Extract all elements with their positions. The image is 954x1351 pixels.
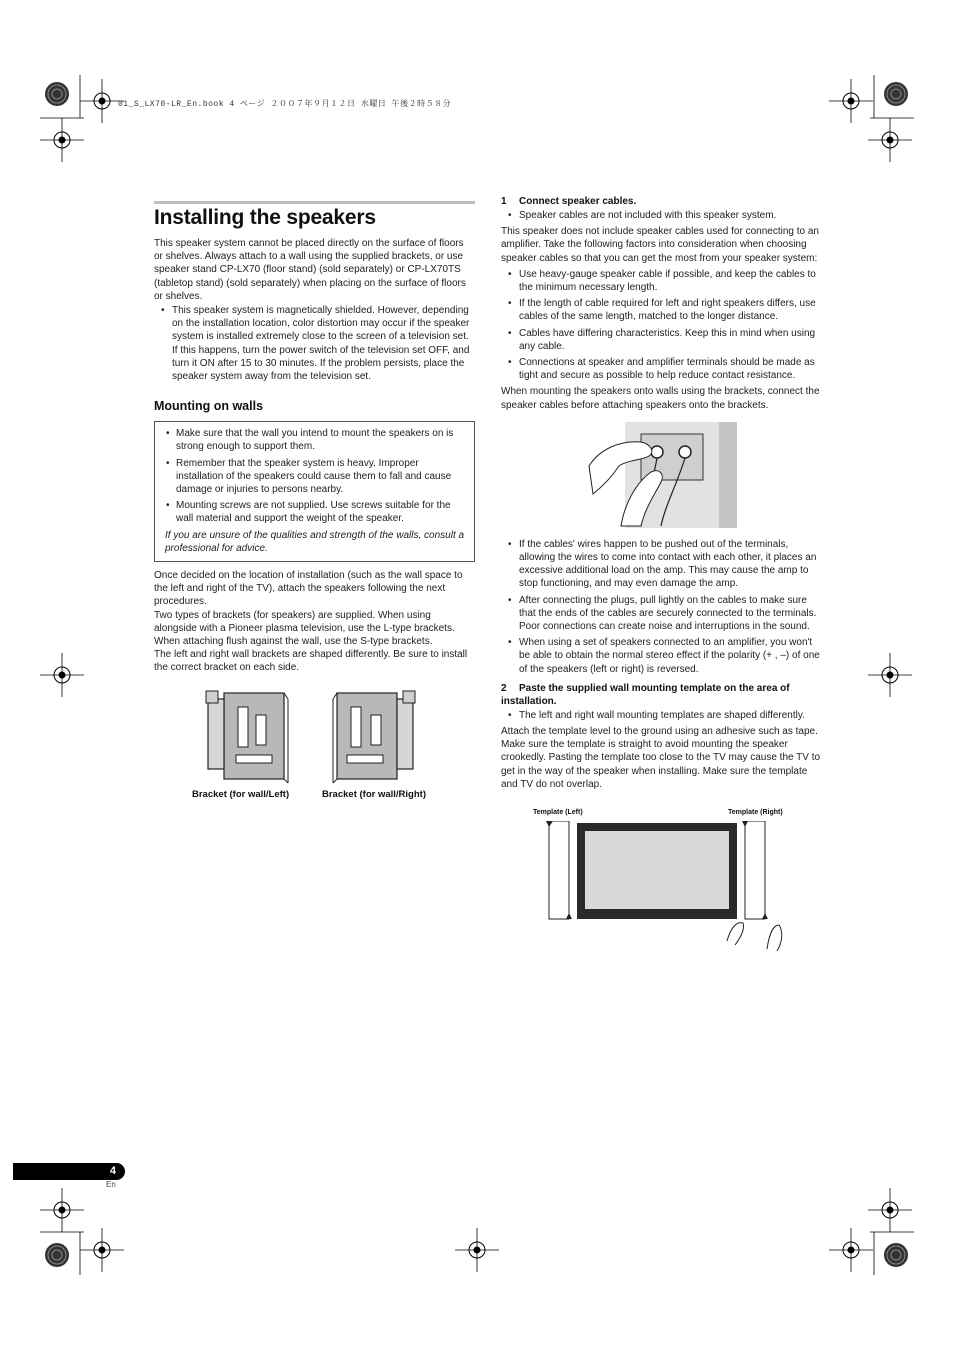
bracket-right-caption: Bracket (for wall/Right) [322,788,426,800]
location-paragraph: Once decided on the location of installation (such as the wall space to the left and right of the TV), attach the speakers following the next procedures. [154,570,463,608]
step-2-bullets [501,709,823,722]
bracket-figures [154,685,475,805]
connection-bullets [501,538,823,676]
step-2-heading [501,682,823,708]
mounting-heading: Mounting on walls [154,399,264,414]
bracket-types-paragraph: Two types of brackets (for speakers) are supplied. When using alongside with a Pioneer plasma television, use the L-type brackets. When attaching flush against the wall, use the S-type brackets. [154,609,455,648]
step-number: 1 [501,196,507,207]
list-item: • After connecting the plugs, pull lightly on the cables to make sure that the ends of the cables are securely connected to the terminals. Poor connections can create noise and interruptions in the sound. [501,594,823,634]
list-item: • When using a set of speakers connected to an amplifier, you won't be able to obtain the normal stereo effect if the polarity (+ , –) of one of the speakers (left or right) is reversed. [501,636,823,676]
step-title: Connect speaker cables. [519,196,637,207]
step-1-heading [501,195,823,208]
right-column [501,195,823,951]
page-language: En [106,1180,116,1189]
list-item: • Use heavy-gauge speaker cable if possible, and keep the cables to the minimum necessary length. [501,268,823,294]
list-item: • Mounting screws are not supplied. Use screws suitable for the wall material and support the weight of the speaker. [159,499,468,525]
template-left-label: Template (Left) [533,809,583,817]
list-item: • If the cables' wires happen to be pushed out of the terminals, allowing the wires to come into contact with each other, it places an excessive additional load on the amp. This may cause the amp to stop functioning, and may even damage the amp. [501,538,823,591]
list-item: • Speaker cables are not included with this speaker system. [501,209,823,222]
title-rule [154,201,475,204]
template-figure [501,801,823,951]
template-right-label: Template (Right) [728,809,783,817]
template-tv-illustration [541,821,791,956]
intro-bullet-list [154,304,475,383]
left-column [154,201,475,805]
caution-list [159,427,468,525]
cable-intro-paragraph: This speaker does not include speaker cables used for connecting to an amplifier. Take the following factors into consideration when choosing speaker cables so that you can get the most from your speaker system: [501,226,819,264]
bracket-shape-paragraph: The left and right wall brackets are shaped differently. Be sure to install the correct bracket on each side. [154,649,468,674]
list-item: • The left and right wall mounting templates are shaped differently. [501,709,823,722]
list-item: • Remember that the speaker system is heavy. Improper installation of the speakers could cause them to fall and cause damage or injuries to persons nearby. [159,457,468,497]
step-number: 2 [501,682,507,694]
caution-box [154,421,475,562]
cable-bullets [501,268,823,383]
list-item: • If the length of cable required for left and right speakers differs, use cables of the same length, matched to the longer distance. [501,297,823,323]
bracket-left-caption: Bracket (for wall/Left) [192,788,290,800]
step-title: Paste the supplied wall mounting template on the area of installation. [501,682,790,707]
page-title: Installing the speakers [154,206,376,229]
print-info: 01_S_LX70-LR_En.book 4 ページ ２００７年９月１２日 水曜日 午後２時５８分 [118,100,452,109]
intro-paragraph: This speaker system cannot be placed directly on the surface of floors or shelves. Always attach to a wall using the supplied brackets, or use speaker stand CP-LX70 (floor stand) (sold separately) or CP-LX70TS (tabletop stand) (sold separately) when placing on the surface of floors or shelves. [154,238,466,302]
step-1-bullets [501,209,823,222]
mount-paragraph: When mounting the speakers onto walls using the brackets, connect the speaker cables before attaching speakers onto the brackets. [501,386,820,411]
template-paragraph: Attach the template level to the ground using an adhesive such as tape. Make sure the template is straight to avoid mounting the speaker crookedly. Pasting the template too close to the TV may cause the TV to get in the way of the speaker when installing. Make sure the template and TV do not overlap. [501,726,821,790]
page-number: 4 [109,1165,116,1177]
bracket-left-illustration [202,689,292,785]
cable-connection-illustration [585,422,737,528]
caution-note: If you are unsure of the qualities and strength of the walls, consult a professional for advice. [165,529,465,554]
list-item: • This speaker system is magnetically shielded. However, depending on the installation location, color distortion may occur if the speaker system is installed extremely close to the screen of a television set. If this happens, turn the power switch of the television set OFF, and turn it ON after 15 to 30 minutes. If the problem persists, place the speaker system away from the television set. [154,304,475,383]
list-item: • Cables have differing characteristics. Keep this in mind when using any cable. [501,327,823,353]
list-item: • Make sure that the wall you intend to mount the speakers on is strong enough to support them. [159,427,468,453]
list-item: • Connections at speaker and amplifier terminals should be made as tight and secure as possible to help reduce contact resistance. [501,356,823,382]
bracket-right-illustration [329,689,419,785]
